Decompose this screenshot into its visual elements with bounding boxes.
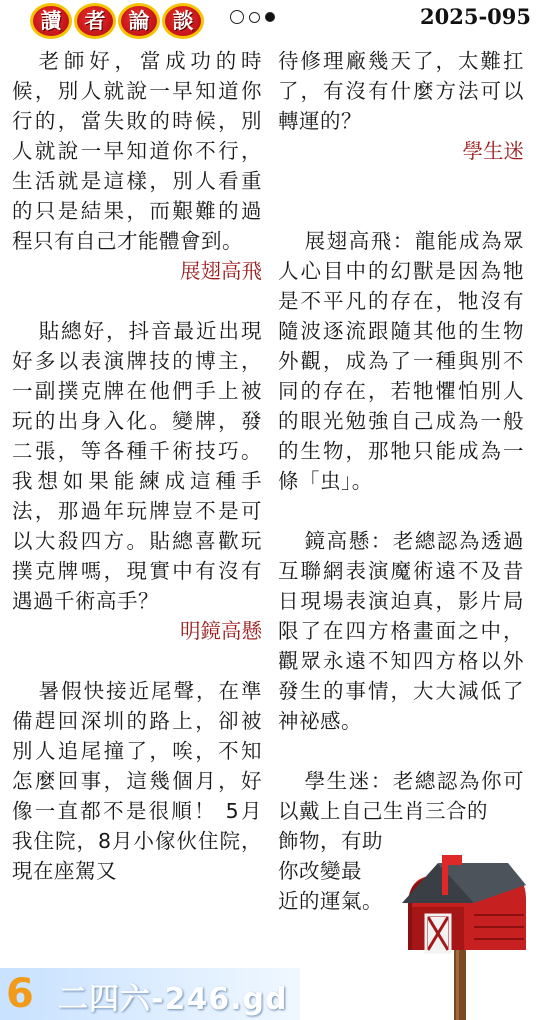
section-title-badges — [30, 3, 204, 39]
reply-paragraph: 展翅高飛：龍能成為眾人心目中的幻獸是因為牠是不平凡的存在，牠沒有隨波逐流跟隨其他的生物外觀，成為了一種與別不同的存在，若牠懼怕別人的眼光勉強自己成為一般的生物，那牠只能成為一條「虫」。 — [278, 229, 524, 493]
letter-signature: 明鏡高懸 — [180, 619, 262, 643]
watermark-logo: 6 — [6, 971, 34, 1017]
mailbox-icon — [398, 855, 530, 1020]
circle-icon — [249, 12, 260, 23]
letter-paragraph: 暑假快接近尾聲，在準備趕回深圳的路上，卻被別人追尾撞了，唉，不知怎麼回事，這幾個月，好像一直都不是很順！ 5月我住院，8月小傢伙住院，現在座駕又 — [12, 679, 262, 883]
letter-paragraph-continued: 待修理廠幾天了，太難扛了，有沒有什麼方法可以轉運的？ — [278, 49, 524, 133]
title-badge-3: 論 — [118, 3, 160, 39]
site-watermark — [0, 968, 300, 1020]
title-badge-1: 讀 — [30, 3, 72, 39]
reply-paragraph: 學生迷：老總認為你可以戴上自己生肖三合的 — [278, 769, 524, 823]
letter-paragraph: 貼總好，抖音最近出現好多以表演牌技的博主，一副撲克牌在他們手上被玩的出身入化。變牌，發二張，等各種千術技巧。我想如果能練成這種手法，那過年玩牌豈不是可以大殺四方。貼總喜歡玩撲克牌嗎，現實中有沒有遇過千術高手？ — [12, 319, 262, 613]
issue-number: 2025-095 — [420, 4, 531, 29]
title-badge-4: 談 — [162, 3, 204, 39]
reply-paragraph: 鏡高懸：老總認為透過互聯網表演魔術遠不及昔日現場表演迫真，影片局限了在四方格畫面之中，觀眾永遠不知四方格以外發生的事情，大大減低了神祕感。 — [278, 529, 524, 733]
circle-icon — [230, 10, 244, 24]
reply-line: 飾物，有助 — [278, 829, 383, 853]
reply-line: 你改變最 — [278, 859, 362, 883]
letter-signature: 展翅高飛 — [180, 259, 262, 283]
letter-paragraph: 老師好，當成功的時候，別人就說一早知道你行的，當失敗的時候，別人就說一早知道你不行，生活就是這樣，別人看重的只是結果，而艱難的過程只有自己才能體會到。 — [12, 49, 262, 253]
filled-circle-icon — [265, 12, 275, 22]
reply-line: 近的運氣。 — [278, 889, 383, 913]
right-column — [278, 46, 524, 916]
header — [0, 0, 545, 42]
title-badge-2: 者 — [74, 3, 116, 39]
left-column — [12, 46, 262, 886]
decorative-dots — [230, 10, 275, 24]
letter-signature: 學生迷 — [462, 139, 524, 163]
watermark-text: 二四六-246.gd — [58, 982, 288, 1017]
